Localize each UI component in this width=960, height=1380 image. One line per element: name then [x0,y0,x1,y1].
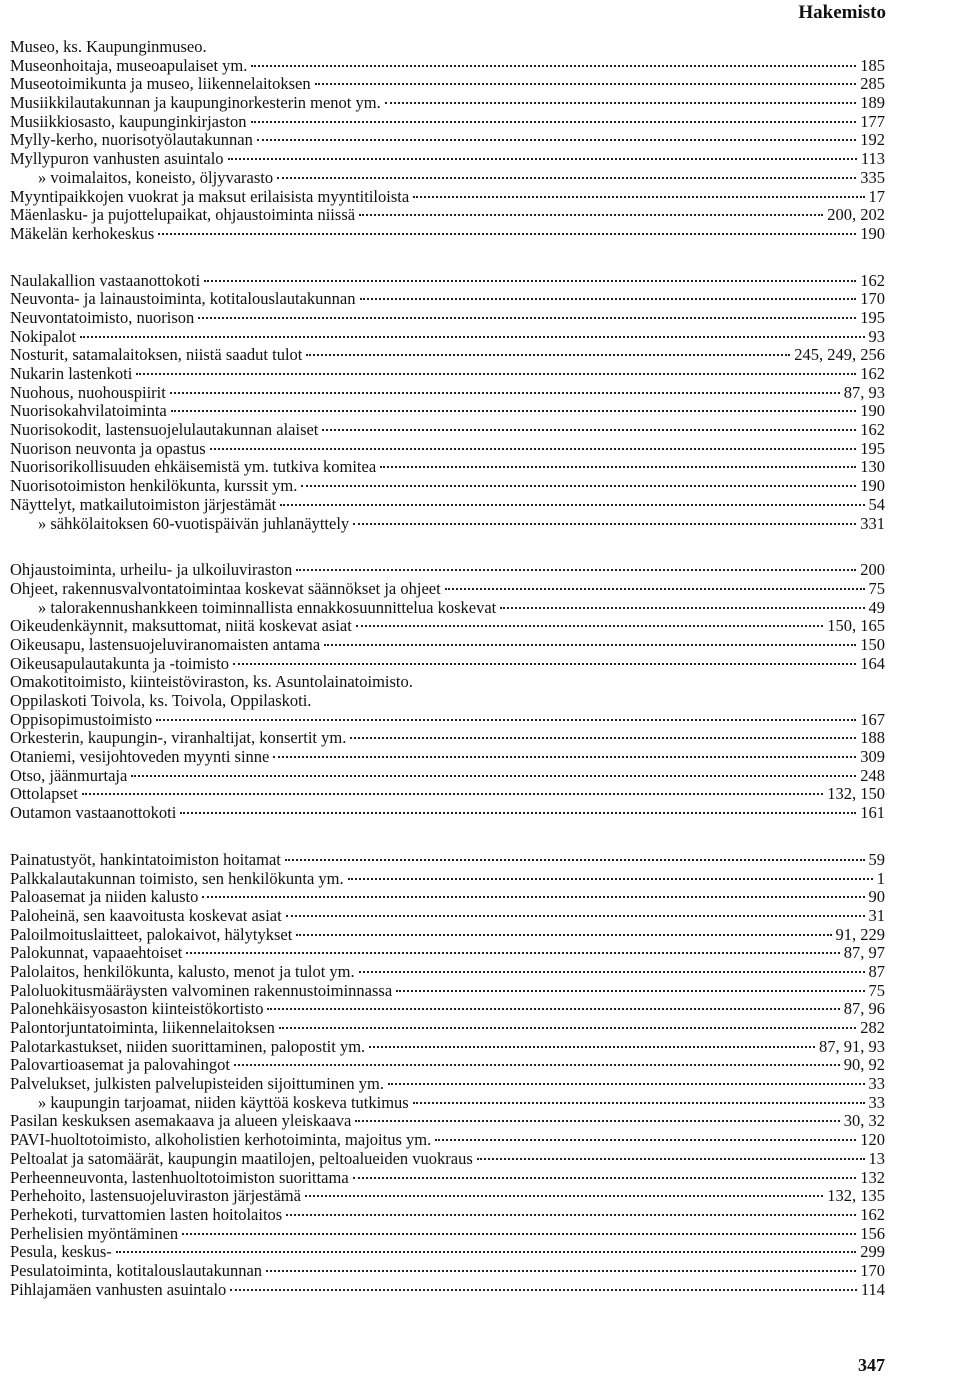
dot-leader [359,214,823,216]
index-entry-text: Mäkelän kerhokeskus [10,223,155,243]
index-entry-text: Nuorisokodit, lastensuojelulautakunnan alaiset [10,420,319,440]
dot-leader [251,65,856,67]
index-entry [10,1243,885,1262]
index-entry-text: Nukarin lastenkoti [10,364,133,383]
index-entry [10,851,885,870]
index-entry [10,169,885,188]
index-entry-text: Paloluokitusmääräysten valvominen rakennustoiminnassa [10,980,393,1000]
index-entry-page: 49 [868,597,885,617]
index-entry-page: 150 [860,634,885,654]
index-entry-text: Palontorjuntatoiminta, liikennelaitoksen [10,1018,275,1037]
index-entry [10,767,885,786]
index-entry [10,1206,885,1225]
index-entry-text: Palotarkastukset, niiden suorittaminen, palopostit ym. [10,1036,366,1056]
index-entry [10,440,885,459]
index-entry [10,655,885,674]
dot-leader [322,429,856,431]
index-entry [10,290,885,309]
index-entry-page: 150, 165 [827,616,885,636]
index-section [10,851,885,1300]
index-sections [10,38,885,1327]
dot-leader [280,504,864,506]
index-entry-page: 90, 92 [843,1055,885,1075]
dot-leader [186,952,839,954]
index-entry-page: 132 [860,1167,885,1187]
index-entry [10,692,885,711]
dot-leader [385,102,857,104]
index-entry [10,1131,885,1150]
index-entry [10,188,885,207]
index-entry [10,402,885,421]
index-entry-text: Palvelukset, julkisten palvelupisteiden sijoittuminen ym. [10,1074,384,1094]
index-entry [10,1225,885,1244]
index-entry [10,729,885,748]
index-entry [10,1187,885,1206]
index-entry-page: 189 [860,93,885,113]
index-entry-page: 161 [860,803,885,823]
index-entry-page: 190 [860,476,885,496]
dot-leader [396,990,864,992]
index-entry-page: 87, 96 [843,999,885,1019]
index-entry-page: 248 [860,765,885,785]
index-entry-text: Oikeusapulautakunta ja -toimisto [10,653,230,673]
index-entry-page: 195 [860,438,885,458]
dot-leader [267,1008,839,1010]
index-entry-text: Neuvontatoimisto, nuorison [10,307,195,327]
index-section [10,38,885,244]
dot-leader [305,1195,823,1197]
index-entry-text: Musiikkiosasto, kaupunginkirjaston [10,111,247,131]
dot-leader [353,1177,857,1179]
index-entry-text: Perhelisien myöntäminen [10,1223,179,1243]
dot-leader [285,859,865,861]
index-entry [10,1019,885,1038]
index-entry-page: 245, 249, 256 [794,345,885,365]
index-entry [10,617,885,636]
index-entry-text: PAVI-huoltotoimisto, alkoholistien kerhotoiminta, majoitus ym. [10,1130,432,1150]
dot-leader [301,485,856,487]
index-entry [10,804,885,823]
index-entry [10,1112,885,1131]
index-entry-text: Musiikkilautakunnan ja kaupunginorkesterin menot ym. [10,93,381,113]
dot-leader [355,1120,839,1122]
index-entry-page: 120 [860,1130,885,1150]
dot-leader [228,158,857,160]
index-entry-page: 185 [860,55,885,75]
dot-leader [350,737,856,739]
index-entry [10,673,885,692]
index-section [10,272,885,534]
index-entry [10,926,885,945]
index-entry-text: Paloilmoituslaitteet, palokaivot, hälytykset [10,924,293,944]
index-entry-page: 190 [860,223,885,243]
dot-leader [233,663,856,665]
dot-leader [170,392,840,394]
index-entry-text: Perhehoito, lastensuojeluviraston järjestämä [10,1186,301,1206]
dot-leader [116,1251,857,1253]
dot-leader [234,1064,840,1066]
index-entry [10,328,885,347]
index-entry-page: 30, 32 [843,1111,885,1131]
index-entry [10,365,885,384]
index-entry-text: Perheenneuvonta, lastenhuoltotoimiston suorittama [10,1167,349,1187]
dot-leader [306,354,790,356]
index-entry-page: 130 [860,457,885,477]
index-entry-page: 162 [860,420,885,440]
index-entry [10,580,885,599]
index-entry-page: 132, 150 [827,784,885,804]
dot-leader [171,410,857,412]
index-entry [10,57,885,76]
index-entry-page: 177 [860,111,885,131]
index-entry-text: Neuvonta- ja lainaustoiminta, kotitalouslautakunnan [10,289,356,309]
dot-leader [359,971,865,973]
index-entry-page: 93 [868,326,885,346]
index-entry [10,636,885,655]
index-entry-text: Nuorisorikollisuuden ehkäisemistä ym. tutkiva komitea [10,457,377,477]
index-entry [10,1281,885,1300]
index-entry [10,131,885,150]
index-entry [10,599,885,618]
index-entry-page: 200, 202 [827,205,885,225]
index-entry-page: 87, 93 [843,382,885,402]
index-entry-page: 113 [860,149,885,169]
dot-leader [266,1270,856,1272]
index-entry [10,982,885,1001]
index-entry-page: 75 [868,578,885,598]
index-entry-page: 195 [860,307,885,327]
index-entry-text: Painatustyöt, hankintatoimiston hoitamat [10,849,281,869]
index-entry [10,421,885,440]
index-entry-text: Oikeudenkäynnit, maksuttomat, niitä koskevat asiat [10,616,352,636]
index-entry-page: 13 [868,1148,885,1168]
index-entry [10,113,885,132]
index-entry [10,75,885,94]
index-entry-text: Nuohous, nuohouspiirit [10,382,166,402]
dot-leader [348,878,873,880]
index-entry-text: Näyttelyt, matkailutoimiston järjestämät [10,494,277,514]
index-entry-page: 132, 135 [827,1186,885,1206]
index-entry-page: 164 [860,653,885,673]
index-entry-page: 162 [860,1204,885,1224]
index-entry [10,150,885,169]
index-entry-page: 200 [860,560,885,580]
dot-leader [500,607,864,609]
dot-leader [198,317,856,319]
index-entry-page: 59 [868,849,885,869]
index-section [10,561,885,823]
index-entry-text: Oikeusapu, lastensuojeluviranomaisten antama [10,634,321,654]
dot-leader [204,280,856,282]
index-entry-text: Oppilaskoti Toivola, ks. Toivola, Oppilaskoti. [10,691,312,710]
index-entry-text: Ottolapset [10,784,78,804]
index-entry-page: 17 [868,186,885,206]
dot-leader [158,233,856,235]
index-entry-text: Omakotitoimisto, kiinteistöviraston, ks. Asuntolainatoimisto. [10,672,413,692]
dot-leader [82,793,823,795]
dot-leader [202,896,864,898]
index-entry [10,346,885,365]
index-entry [10,944,885,963]
index-entry-text: Outamon vastaanottokoti [10,803,177,823]
dot-leader [156,719,856,721]
index-entry-page: 170 [860,1260,885,1280]
dot-leader [80,336,865,338]
index-entry [10,1075,885,1094]
dot-leader [413,196,864,198]
index-entry-text: Orkesterin, kaupungin-, viranhaltijat, konsertit ym. [10,728,347,748]
index-entry [10,458,885,477]
dot-leader [277,177,856,179]
dot-leader [182,1233,856,1235]
index-entry [10,1150,885,1169]
index-entry-text: Ohjeet, rakennusvalvontatoimintaa koskevat säännökset ja ohjeet [10,578,441,598]
index-entry-text: Paloasemat ja niiden kalusto [10,887,199,907]
dot-leader [356,625,823,627]
dot-leader [210,448,857,450]
index-entry-page: 90 [868,887,885,907]
index-entry-text: Nuorisokahvilatoiminta [10,401,167,421]
index-entry [10,870,885,889]
dot-leader [296,569,856,571]
index-entry-text: » voimalaitos, koneisto, öljyvarasto [38,167,274,187]
dot-leader [251,121,857,123]
index-entry [10,1038,885,1057]
dot-leader [286,1214,856,1216]
index-entry [10,963,885,982]
dot-leader [413,1102,865,1104]
page-number: 347 [858,1355,885,1375]
index-entry [10,309,885,328]
index-entry-page: 54 [868,494,885,514]
index-entry-text: Pasilan keskuksen asemakaava ja alueen yleiskaava [10,1111,352,1131]
index-entry-page: 33 [868,1074,885,1094]
index-entry-text: Palovartioasemat ja palovahingot [10,1055,230,1075]
index-entry-page: 192 [860,130,885,150]
dot-leader [136,373,856,375]
index-entry-text: Museotoimikunta ja museo, liikennelaitoksen [10,74,311,94]
index-entry [10,496,885,515]
dot-leader [257,139,856,141]
index-entry [10,272,885,291]
index-entry-page: 91, 229 [835,924,885,944]
index-entry [10,206,885,225]
index-entry-text: Paloheinä, sen kaavoitusta koskevat asiat [10,905,282,925]
dot-leader [353,523,856,525]
index-entry [10,561,885,580]
index-entry-text: Nokipalot [10,326,76,346]
index-entry-text: Pesulatoiminta, kotitalouslautakunnan [10,1260,263,1280]
dot-leader [477,1158,865,1160]
index-entry-page: 285 [860,74,885,94]
index-entry [10,1094,885,1113]
dot-leader [388,1083,865,1085]
index-entry-text: Palokunnat, vapaaehtoiset [10,943,183,963]
index-entry-page: 114 [860,1279,885,1299]
index-entry-text: Myyntipaikkojen vuokrat ja maksut erilaisista myyntitiloista [10,186,410,206]
dot-leader [360,298,857,300]
index-entry-page: 1 [876,868,885,888]
index-entry [10,785,885,804]
index-entry-text: Myllypuron vanhusten asuintalo [10,149,224,169]
index-entry-text: Peltoalat ja satomäärät, kaupungin maatilojen, peltoalueiden vuokraus [10,1148,473,1168]
index-entry-text: Ohjaustoiminta, urheilu- ja ulkoiluviraston [10,560,293,580]
dot-leader [131,775,856,777]
page-header-title: Hakemisto [798,2,886,23]
dot-leader [286,915,865,917]
index-entry-page: 33 [868,1092,885,1112]
index-entry-text: Mylly-kerho, nuorisotyölautakunnan [10,130,253,150]
index-entry-page: 282 [860,1018,885,1037]
dot-leader [296,934,831,936]
index-entry-text: » sähkölaitoksen 60-vuotispäivän juhlanäyttely [38,513,350,533]
index-entry-text: Museonhoitaja, museoapulaiset ym. [10,55,248,75]
index-entry [10,94,885,113]
index-entry [10,711,885,730]
index-entry [10,907,885,926]
index-entry [10,515,885,534]
index-entry-page: 31 [868,905,885,925]
index-entry [10,38,885,57]
dot-leader [324,644,856,646]
index-entry [10,1169,885,1188]
index-entry-text: Perhekoti, turvattomien lasten hoitolaitos [10,1204,283,1224]
index-entry-text: » kaupungin tarjoamat, niiden käyttöä koskeva tutkimus [38,1092,409,1112]
dot-leader [380,466,856,468]
index-entry-page: 162 [860,270,885,290]
dot-leader [435,1139,856,1141]
index-entry [10,748,885,767]
index-entry [10,477,885,496]
index-entry-page: 162 [860,364,885,383]
index-entry [10,384,885,403]
index-entry [10,1056,885,1075]
index-entry-page: 87 [868,961,885,981]
dot-leader [273,756,856,758]
index-entry [10,1000,885,1019]
index-entry-text: Pihlajamäen vanhusten asuintalo [10,1279,227,1299]
index-entry-text: Otso, jäänmurtaja [10,765,128,785]
index-entry-text: Nosturit, satamalaitoksen, niistä saadut tulot [10,345,303,365]
index-entry-text: Nuorison neuvonta ja opastus [10,438,206,458]
index-entry-page: 167 [860,709,885,729]
index-entry-page: 156 [860,1223,885,1243]
index-entry-page: 331 [860,513,885,533]
index-entry-text: Palonehkäisyosaston kiinteistökortisto [10,999,264,1019]
index-entry-page: 335 [860,167,885,187]
index-entry-text: Naulakallion vastaanottokoti [10,270,201,290]
index-entry-page: 309 [860,747,885,767]
index-entry-page: 75 [868,980,885,1000]
dot-leader [369,1046,815,1048]
index-entry [10,1262,885,1281]
index-entry-page: 87, 97 [843,943,885,963]
index-entry-text: Otaniemi, vesijohtoveden myynti sinne [10,747,270,767]
index-entry-text: Museo, ks. Kaupunginmuseo. [10,37,207,56]
dot-leader [445,588,865,590]
index-entry-page: 170 [860,289,885,309]
dot-leader [180,812,856,814]
index-entry-text: Oppisopimustoimisto [10,709,153,729]
dot-leader [279,1027,856,1029]
index-entry [10,888,885,907]
index-entry-page: 188 [860,728,885,748]
index-entry-text: Nuorisotoimiston henkilökunta, kurssit ym. [10,476,298,496]
index-entry-text: Pesula, keskus- [10,1242,112,1262]
index-entry-page: 299 [860,1242,885,1262]
index-entry-page: 190 [860,401,885,421]
dot-leader [230,1289,857,1291]
dot-leader [315,83,857,85]
index-entry-text: Palkkalautakunnan toimisto, sen henkilökunta ym. [10,868,344,888]
index-entry-text: Mäenlasku- ja pujottelupaikat, ohjaustoiminta niissä [10,205,356,225]
index-entry [10,225,885,244]
index-entry-text: » talorakennushankkeen toiminnallista ennakkosuunnittelua koskevat [38,597,497,617]
index-entry-page: 87, 91, 93 [819,1036,885,1056]
index-entry-text: Palolaitos, henkilökunta, kalusto, menot ja tulot ym. [10,961,355,981]
